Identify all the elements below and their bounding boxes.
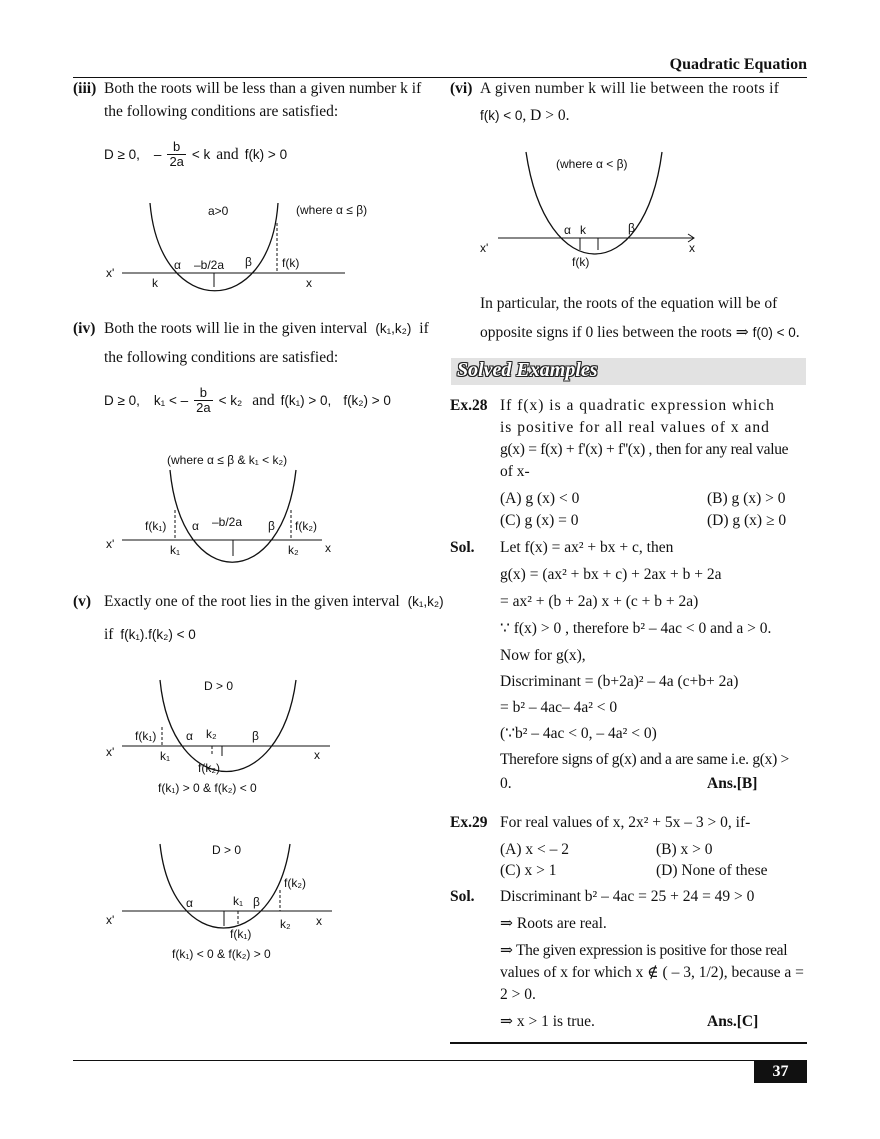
item-iii-conditions	[104, 140, 287, 169]
label-k: k	[152, 276, 158, 290]
figure-vi-parabola	[476, 148, 716, 283]
figure-v-1-parabola	[100, 672, 400, 807]
label-k1: k₁	[160, 749, 171, 763]
figure-iv-parabola	[100, 448, 400, 573]
item-v-line1: Exactly one of the root lies in the given interval (k₁,k₂)	[104, 593, 444, 610]
ex28-q4: of x-	[500, 463, 530, 480]
header-rule	[73, 77, 807, 78]
ex29-sol-line5: 2 > 0.	[500, 986, 536, 1003]
item-v-number: (v)	[73, 593, 92, 610]
item-iv-conditions: D ≥ 0, k₁ < – $\frac{b}{2a}$ < k₂ and f(k₁) > 0, f(k₂) > 0	[104, 385, 391, 415]
fraction-b-2a: $\frac{b}{2a}$	[196, 385, 211, 415]
label-x-prime: x'	[480, 241, 489, 255]
item-vi-number: (vi)	[450, 80, 473, 97]
ex29-q1: For real values of x, 2x² + 5x – 3 > 0, if-	[500, 814, 751, 831]
solved-examples-title: Solved Examples	[457, 359, 598, 381]
label-minus-b-2a: –b/2a	[194, 258, 225, 272]
label-x: x	[314, 748, 320, 762]
right-column-end-rule	[450, 1042, 807, 1044]
label-fk: f(k)	[282, 256, 300, 270]
page-header-title: Quadratic Equation	[669, 56, 807, 73]
item-iv-line1: Both the roots will lie in the given interval (k₁,k₂) if	[104, 320, 429, 337]
ex28-sol-line2: g(x) = (ax² + bx + c) + 2ax + b + 2a	[500, 566, 722, 583]
ex29-sol-line1: Discriminant b² – 4ac = 25 + 24 = 49 > 0	[500, 888, 755, 905]
ex29-option-b[interactable]: (B) x > 0	[656, 841, 713, 858]
interval-k1-k2: (k₁,k₂)	[375, 321, 412, 336]
item-iv-number: (iv)	[73, 320, 96, 337]
label-k1: k₁	[170, 543, 181, 557]
item-iii-line2: the following conditions are satisfied:	[104, 103, 339, 120]
interval-k1-k2: (k₁,k₂)	[407, 594, 444, 609]
ex28-option-c[interactable]: (C) g (x) = 0	[500, 512, 579, 529]
ex28-q2: is positive for all real values of x and	[500, 419, 770, 436]
ex28-sol-line10: 0.	[500, 775, 512, 792]
ex28-label: Ex.28	[450, 397, 488, 414]
label-fk: f(k)	[572, 255, 590, 269]
ex29-sol-line6: ⇒ x > 1 is true.	[500, 1013, 595, 1030]
ex28-option-d[interactable]: (D) g (x) ≥ 0	[707, 512, 787, 529]
label-beta: β	[253, 895, 260, 909]
ex29-sol-label: Sol.	[450, 888, 475, 905]
label-d-gt-0: D > 0	[204, 679, 234, 693]
label-fk2: f(k₂)	[295, 519, 317, 533]
ex28-answer: Ans.[B]	[707, 775, 758, 792]
figure-v-2-parabola	[100, 836, 400, 971]
label-x: x	[325, 541, 331, 555]
cond-fk-gt-0: f(k) > 0	[244, 147, 288, 162]
ex29-label: Ex.29	[450, 814, 488, 831]
ex28-sol-line7: = b² – 4ac– 4a² < 0	[500, 699, 618, 716]
label-where: (where α < β)	[556, 157, 628, 171]
solved-examples-banner	[451, 358, 806, 385]
ex28-sol-line3: = ax² + (b + 2a) x + (c + b + 2a)	[500, 593, 699, 610]
ex28-option-a[interactable]: (A) g (x) < 0	[500, 490, 580, 507]
label-fk2: f(k₂)	[284, 876, 306, 890]
label-x: x	[689, 241, 695, 255]
cond-minus: –	[153, 147, 162, 162]
f0-lt-0: f(0) < 0	[752, 325, 796, 340]
particular-line2: opposite signs if 0 lies between the roots ⇒ f(0) < 0.	[480, 324, 800, 341]
label-minus-b-2a: –b/2a	[212, 515, 243, 529]
item-iii-number: (iii)	[73, 80, 97, 97]
label-beta: β	[245, 255, 252, 269]
label-fk2: f(k₂)	[198, 761, 220, 775]
ex29-sol-line4: values of x for which x ∉ ( – 3, 1/2), because a =	[500, 964, 804, 981]
ex29-sol-line3: ⇒ The given expression is positive for those real	[500, 942, 788, 959]
label-alpha: α	[186, 729, 193, 743]
ex28-q1: If f(x) is a quadratic expression which	[500, 397, 775, 414]
label-fk1: f(k₁)	[230, 927, 252, 941]
cond-product-lt-0: f(k₁).f(k₂) < 0	[120, 627, 196, 642]
cond-lt-k: < k	[191, 147, 211, 162]
label-k2: k₂	[206, 727, 217, 741]
ex29-sol-line2: ⇒ Roots are real.	[500, 915, 607, 932]
label-alpha: α	[174, 258, 181, 272]
ex28-sol-line4: ∵ f(x) > 0 , therefore b² – 4ac < 0 and a > 0.	[500, 620, 772, 637]
figure-caption: f(k₁) < 0 & f(k₂) > 0	[172, 947, 271, 961]
ex28-sol-label: Sol.	[450, 539, 475, 556]
label-x-prime: x'	[106, 745, 115, 759]
ex28-q3: g(x) = f(x) + f'(x) + f''(x) , then for any real value	[500, 441, 789, 458]
label-k1: k₁	[233, 894, 244, 908]
label-d-gt-0: D > 0	[212, 843, 242, 857]
label-alpha: α	[192, 519, 199, 533]
label-x-prime: x'	[106, 537, 115, 551]
label-fk1: f(k₁)	[145, 519, 167, 533]
fraction-b-2a: $\frac{b}{2a}$	[169, 139, 184, 169]
label-where: (where α ≤ β & k₁ < k₂)	[167, 453, 288, 467]
ex28-sol-line8: (∵b² – 4ac < 0, – 4a² < 0)	[500, 725, 657, 742]
ex29-option-d[interactable]: (D) None of these	[656, 862, 768, 879]
item-iv-line2: the following conditions are satisfied:	[104, 349, 339, 366]
cond-and: and	[216, 145, 239, 163]
label-k2: k₂	[288, 543, 299, 557]
ex28-sol-line1: Let f(x) = ax² + bx + c, then	[500, 539, 674, 556]
label-x-prime: x'	[106, 266, 115, 280]
label-k: k	[580, 223, 586, 237]
label-beta: β	[268, 519, 275, 533]
cond-d-ge-0: D ≥ 0,	[104, 147, 140, 162]
label-k2: k₂	[280, 917, 291, 931]
ex29-option-a[interactable]: (A) x < – 2	[500, 841, 570, 858]
page-number: 37	[754, 1061, 807, 1083]
parabola-curve	[160, 680, 296, 772]
label-alpha: α	[186, 896, 193, 910]
ex28-sol-line5: Now for g(x),	[500, 647, 586, 664]
item-vi-line2: f(k) < 0, D > 0.	[480, 107, 570, 124]
label-beta: β	[628, 221, 635, 235]
label-alpha: α	[564, 223, 571, 237]
figure-caption: f(k₁) > 0 & f(k₂) < 0	[158, 781, 257, 795]
label-x-prime: x'	[106, 913, 115, 927]
ex28-option-b[interactable]: (B) g (x) > 0	[707, 490, 786, 507]
ex29-option-c[interactable]: (C) x > 1	[500, 862, 557, 879]
ex29-answer: Ans.[C]	[707, 1013, 759, 1030]
item-vi-line1: A given number k will lie between the roots if	[480, 80, 780, 97]
label-fk1: f(k₁)	[135, 729, 157, 743]
label-beta: β	[252, 729, 259, 743]
ex28-sol-line6: Discriminant = (b+2a)² – 4a (c+b+ 2a)	[500, 673, 739, 690]
item-v-line2: if f(k₁).f(k₂) < 0	[104, 626, 196, 643]
label-a-gt-0: a>0	[208, 204, 229, 218]
particular-line1: In particular, the roots of the equation will be of	[480, 295, 778, 312]
label-x: x	[306, 276, 312, 290]
ex28-sol-line9: Therefore signs of g(x) and a are same i.e. g(x) >	[500, 751, 789, 768]
figure-iii-parabola	[100, 195, 400, 300]
label-x: x	[316, 914, 322, 928]
item-iii-line1: Both the roots will be less than a given number k if	[104, 80, 422, 97]
footer-rule	[73, 1060, 807, 1061]
label-where-alpha-beta: (where α ≤ β)	[296, 203, 368, 217]
